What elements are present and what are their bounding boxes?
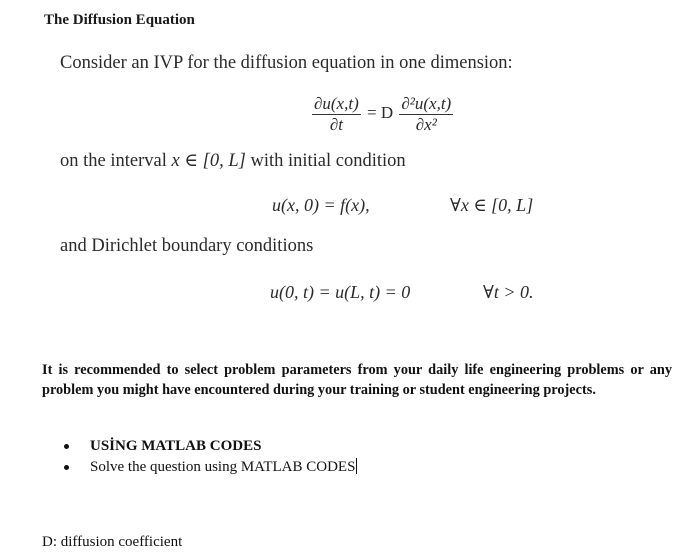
boundary-forall: ∀t > 0.: [483, 282, 534, 302]
boundary-intro: and Dirichlet boundary conditions: [60, 236, 314, 256]
footnote: [42, 534, 182, 551]
bullet-list: [64, 436, 357, 478]
interval-suffix: with initial condition: [245, 151, 406, 171]
initial-condition: u(x, 0) = f(x),: [272, 195, 370, 215]
interval-line: [60, 150, 406, 172]
lhs-denominator: ∂t: [329, 115, 343, 134]
list-item: [64, 436, 357, 457]
bullet-text-1: USİNG MATLAB CODES: [90, 438, 262, 454]
diffusion-pde: [312, 94, 453, 135]
list-item: [64, 457, 357, 478]
interval-prefix: on the interval: [60, 151, 172, 171]
intro-text: Consider an IVP for the diffusion equation in one dimension:: [60, 53, 513, 73]
bullet-text-2: Solve the question using MATLAB CODES: [90, 459, 356, 475]
footnote-text: D: diffusion coefficient: [42, 534, 183, 550]
rhs-denominator: ∂x²: [415, 115, 437, 134]
lhs-fraction: [312, 94, 361, 135]
interval-math: x ∈ [0, L]: [171, 151, 246, 171]
text-cursor[interactable]: [356, 458, 357, 474]
recommendation-paragraph: It is recommended to select problem parameters from your daily life engineering problems or any problem you might have encountered during your training or student engineering projects.: [42, 362, 672, 398]
boundary-condition: u(0, t) = u(L, t) = 0: [270, 282, 411, 302]
rhs-numerator: ∂²u(x,t): [401, 94, 452, 113]
lhs-numerator: ∂u(x,t): [314, 94, 359, 113]
bullet-icon: [64, 444, 69, 449]
bullet-icon: [64, 465, 69, 470]
rhs-fraction: [399, 94, 453, 135]
initial-forall: ∀x ∈ [0, L]: [450, 195, 534, 215]
equals-d: = D: [367, 103, 394, 123]
document-title: The Diffusion Equation: [44, 12, 195, 28]
